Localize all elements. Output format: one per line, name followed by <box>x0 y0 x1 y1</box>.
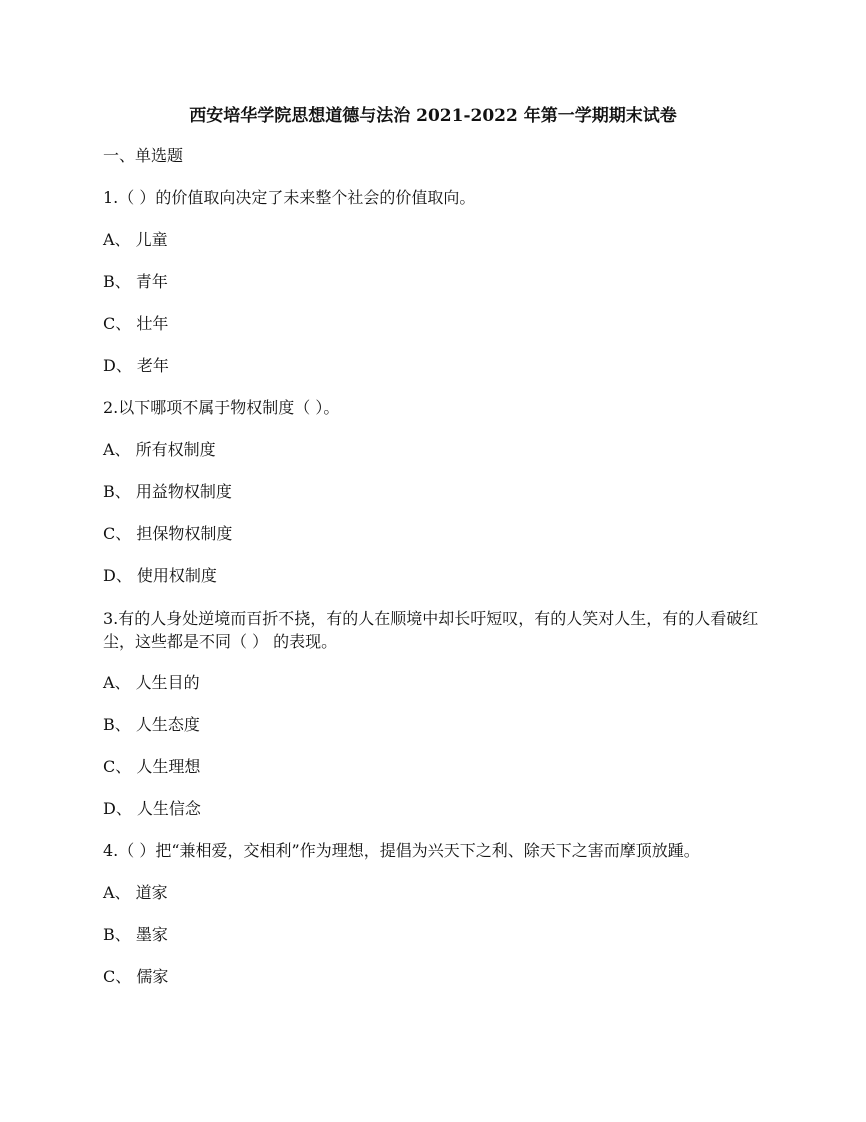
option-c: C、 担保物权制度 <box>103 524 233 543</box>
question-stem: 1.（ ）的价值取向决定了未来整个社会的价值取向。 <box>103 188 476 207</box>
option-c: C、 壮年 <box>103 314 169 333</box>
option-b: B、 人生态度 <box>103 715 200 734</box>
question-stem: 2.以下哪项不属于物权制度（ ）。 <box>103 398 340 417</box>
option-a: A、 儿童 <box>103 230 168 249</box>
option-b: B、 墨家 <box>103 925 168 944</box>
section-heading: 一、单选题 <box>103 146 184 165</box>
option-a: A、 所有权制度 <box>103 440 216 459</box>
exam-content <box>103 145 773 1008</box>
option-c: C、 儒家 <box>103 967 169 986</box>
option-a: A、 人生目的 <box>103 673 200 692</box>
option-d: D、 老年 <box>103 356 169 375</box>
option-d: D、 使用权制度 <box>103 566 217 585</box>
option-d: D、 人生信念 <box>103 799 201 818</box>
option-b: B、 青年 <box>103 272 168 291</box>
option-a: A、 道家 <box>103 883 168 902</box>
option-b: B、 用益物权制度 <box>103 482 232 501</box>
option-c: C、 人生理想 <box>103 757 201 776</box>
question-stem: 4.（ ）把“兼相爱，交相利”作为理想，提倡为兴天下之利、除天下之害而摩顶放踵。 <box>103 841 700 860</box>
exam-title: 西安培华学院思想道德与法治 2021-2022 年第一学期期末试卷 <box>189 106 677 126</box>
question-stem: 3.有的人身处逆境而百折不挠，有的人在顺境中却长吁短叹，有的人笑对人生，有的人看破红尘，这些都是不同（ ） 的表现。 <box>103 609 759 651</box>
